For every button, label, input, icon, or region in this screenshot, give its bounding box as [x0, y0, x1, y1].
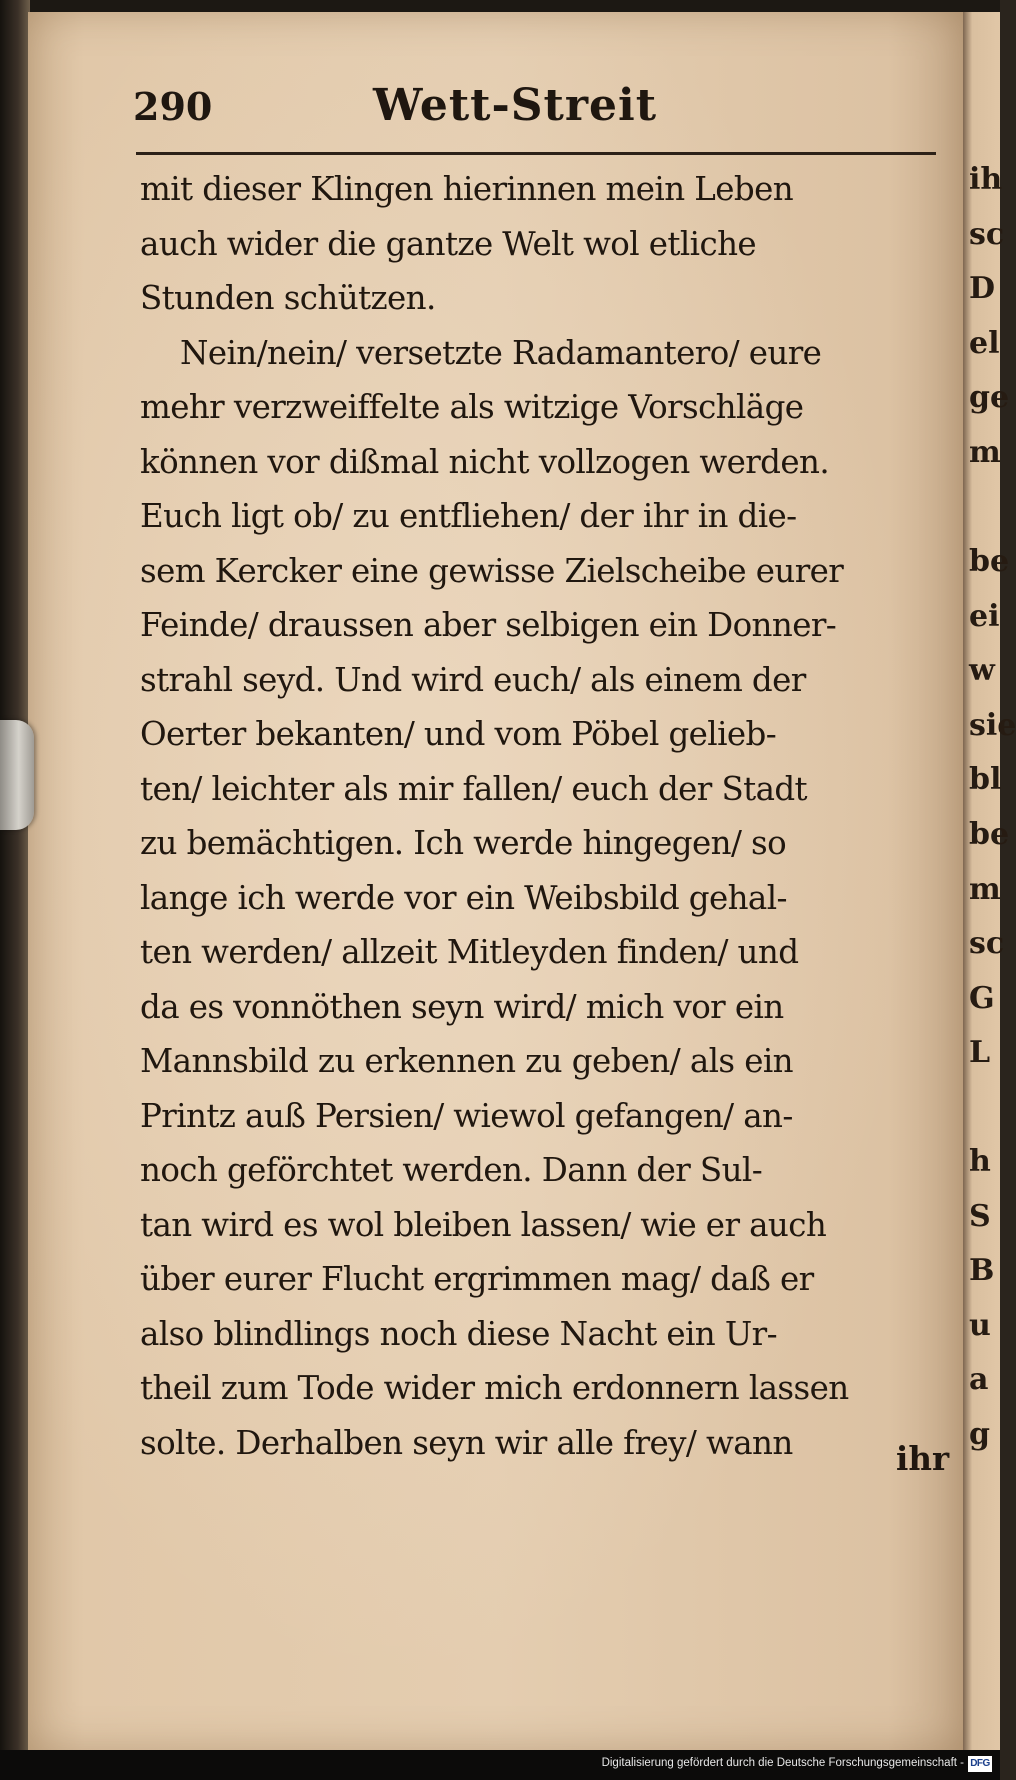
header-rule: [136, 152, 936, 155]
facing-page-fragment: sc: [969, 926, 1005, 961]
facing-page-fragment: el: [969, 326, 1000, 361]
facing-page-fragment: sie: [969, 708, 1016, 743]
text-line: noch geförchtet werden. Dann der Sul-: [140, 1151, 763, 1189]
facing-page-fragment: m: [969, 435, 1001, 470]
text-line: Stunden schützen.: [140, 279, 436, 317]
text-line: auch wider die gantze Welt wol etliche: [140, 224, 757, 263]
facing-page-fragment: B: [969, 1253, 995, 1288]
text-line: Mannsbild zu erkennen zu geben/ als ein: [140, 1042, 793, 1080]
facing-page-fragment: m: [969, 872, 1001, 907]
page-number: 290: [133, 84, 213, 129]
facing-page-fragment: G: [969, 981, 995, 1016]
facing-page-edge: [963, 12, 1016, 1750]
text-line: tan wird es wol bleiben lassen/ wie er auch: [140, 1205, 827, 1244]
facing-page-fragment: bl: [969, 762, 1002, 797]
text-line: ten werden/ allzeit Mitleyden finden/ und: [140, 933, 799, 971]
text-line: solte. Derhalben seyn wir alle frey/ wann: [140, 1423, 793, 1462]
text-line: theil zum Tode wider mich erdonnern lassen: [140, 1369, 849, 1407]
facing-page-fragment: a: [969, 1362, 989, 1397]
facing-page-fragment: be: [969, 817, 1010, 852]
book-clasp: [0, 720, 34, 830]
text-line: Euch ligt ob/ zu entfliehen/ der ihr in die-: [140, 497, 797, 535]
facing-page-fragment: u: [969, 1308, 991, 1343]
text-line: strahl seyd. Und wird euch/ als einem der: [140, 660, 806, 699]
dfg-logo: DFG: [968, 1756, 992, 1772]
running-title: Wett-Streit: [373, 80, 658, 131]
text-line: lange ich werde vor ein Weibsbild gehal-: [140, 878, 787, 917]
facing-page-fragment: L: [969, 1035, 991, 1070]
text-line: Feinde/ draussen aber selbigen ein Donner-: [140, 606, 837, 644]
digitization-credit: Digitalisierung gefördert durch die Deutsche Forschungsgemeinschaft -: [601, 1757, 964, 1769]
facing-page-fragment: ge: [969, 380, 1010, 415]
facing-page-fragment: ei: [969, 599, 1000, 634]
text-line: Printz auß Persien/ wiewol gefangen/ an-: [140, 1096, 793, 1135]
book-page: [28, 12, 963, 1750]
text-line: sem Kercker eine gewisse Zielscheibe eurer: [140, 551, 844, 590]
body-text: [140, 162, 960, 1470]
facing-page-fragment: be: [969, 544, 1010, 579]
book-spine-edge: [0, 0, 30, 1780]
page-header: [133, 74, 943, 144]
text-line: Nein/nein/ versetzte Radamantero/ eure: [180, 333, 822, 372]
facing-page-fragment: S: [969, 1199, 991, 1234]
text-line: können vor dißmal nicht vollzogen werden.: [140, 442, 830, 481]
text-line: da es vonnöthen seyn wird/ mich vor ein: [140, 987, 784, 1026]
facing-page-fragment: sc: [969, 217, 1005, 252]
text-line: Oerter bekanten/ und vom Pöbel gelieb-: [140, 715, 777, 753]
facing-page-fragment: ih: [969, 162, 1003, 197]
facing-page-fragment: g: [969, 1417, 990, 1452]
text-line: zu bemächtigen. Ich werde hingegen/ so: [140, 824, 787, 862]
text-line: ten/ leichter als mir fallen/ euch der Stadt: [140, 769, 808, 808]
catchword: ihr: [896, 1439, 950, 1478]
text-line: also blindlings noch diese Nacht ein Ur-: [140, 1314, 777, 1353]
text-line: mit dieser Klingen hierinnen mein Leben: [140, 170, 794, 208]
facing-page-fragment: D: [969, 271, 996, 306]
text-line: mehr verzweiffelte als witzige Vorschläge: [140, 388, 804, 426]
facing-page-fragment: w: [969, 653, 995, 688]
text-line: über eurer Flucht ergrimmen mag/ daß er: [140, 1260, 814, 1298]
facing-page-fragment: h: [969, 1144, 991, 1179]
